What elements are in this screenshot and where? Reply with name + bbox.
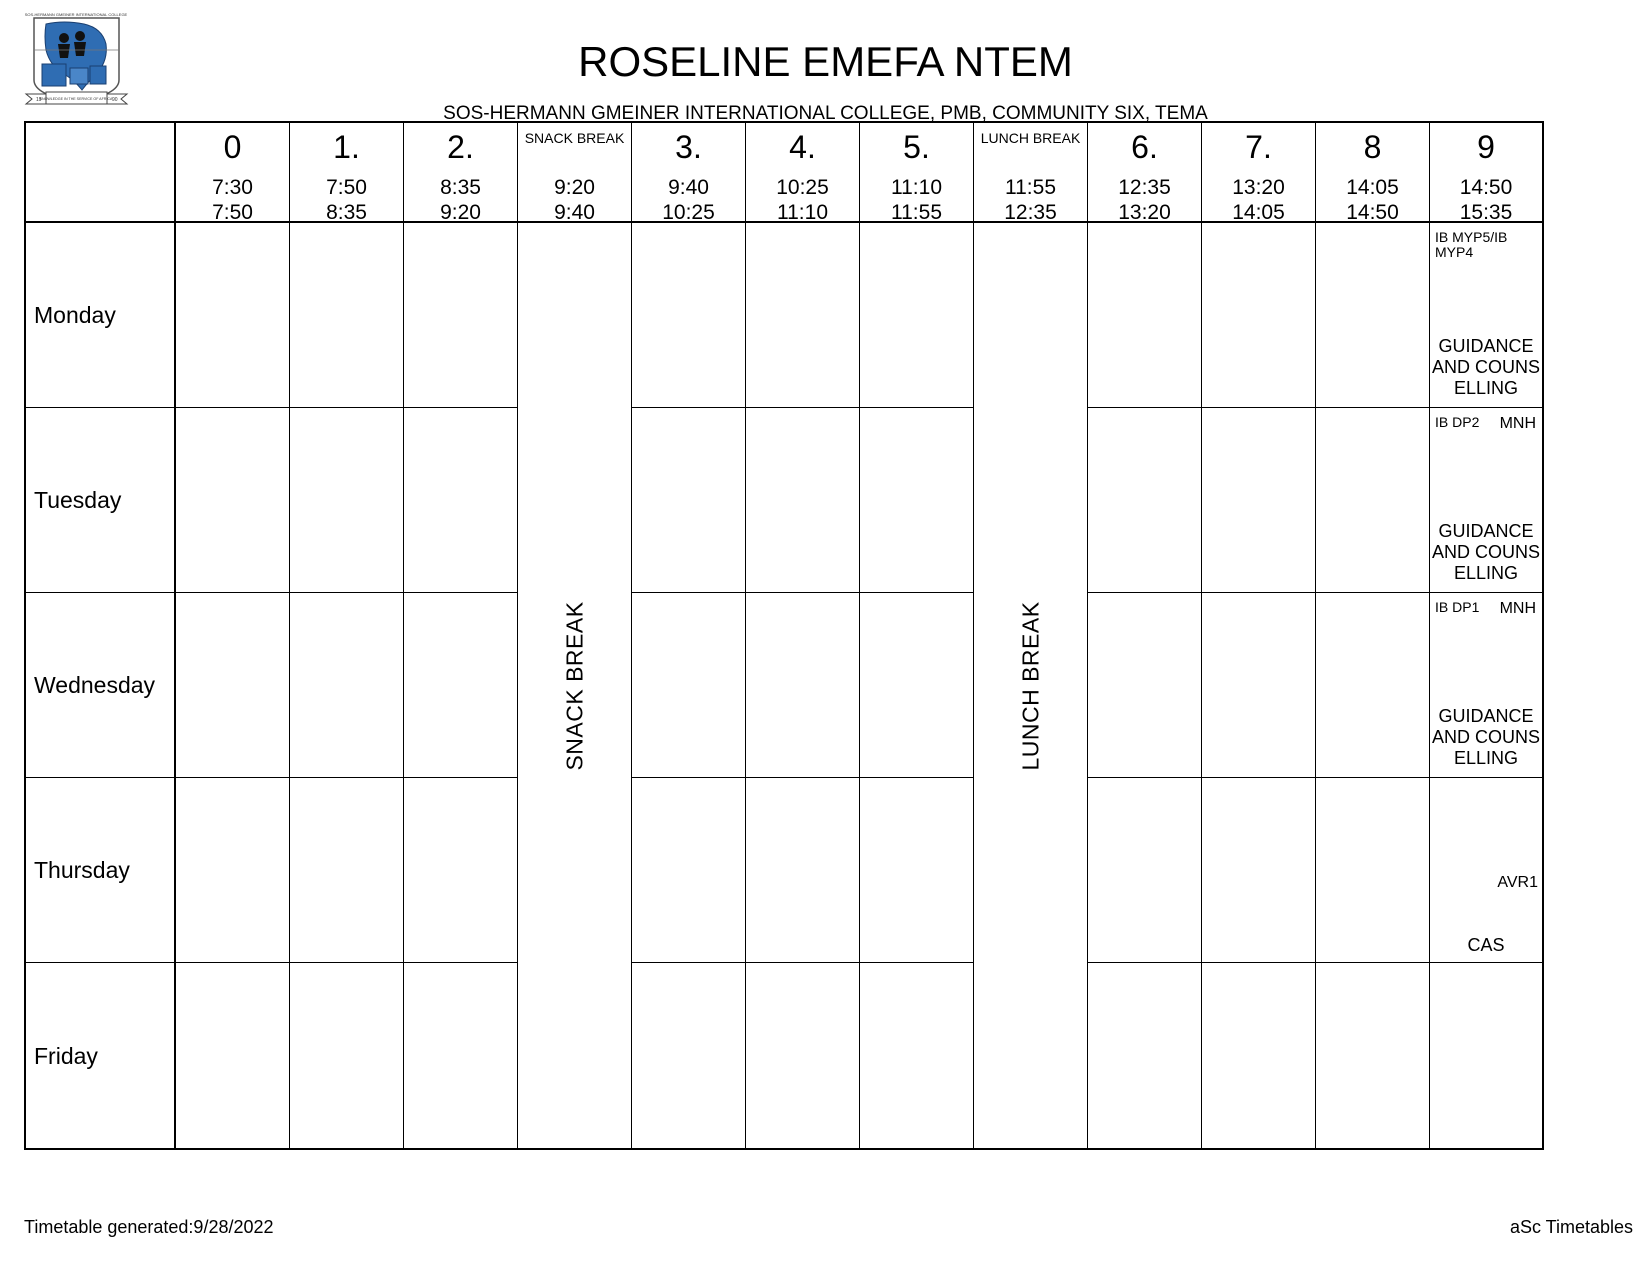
period-header xyxy=(746,121,860,223)
period-time: 10:25 11:10 xyxy=(776,176,829,224)
school-subtitle: SOS-HERMANN GMEINER INTERNATIONAL COLLEGE, PMB, COMMUNITY SIX, TEMA xyxy=(443,103,1208,124)
period-header xyxy=(1202,121,1316,223)
lesson-subject: GUIDANCE AND COUNS ELLING xyxy=(1431,521,1540,583)
timetable-cell xyxy=(176,963,290,1150)
timetable-cell xyxy=(632,408,746,593)
timetable-cell xyxy=(404,223,518,408)
lesson-class: IB MYP5/IB MYP4 xyxy=(1435,229,1508,260)
period-time: 14:50 15:35 xyxy=(1459,176,1513,224)
day-label: Thursday xyxy=(34,856,130,883)
timetable-cell xyxy=(404,593,518,778)
timetable-cell xyxy=(290,778,404,963)
logo-top-text: SOS-HERMANN GMEINER INTERNATIONAL COLLEGE xyxy=(24,12,128,17)
period-time: 14:05 14:50 xyxy=(1346,176,1399,224)
timetable-cell xyxy=(860,778,974,963)
lesson-class: IB DP1 xyxy=(1435,599,1480,615)
snack-break-label: SNACK BREAK xyxy=(561,600,587,771)
lunch-break-column xyxy=(974,223,1088,1150)
lesson-card xyxy=(1430,593,1544,778)
period-time: 11:10 11:55 xyxy=(891,176,942,224)
snack-break-column xyxy=(518,223,632,1150)
period-header xyxy=(860,121,974,223)
period-header xyxy=(290,121,404,223)
period-header xyxy=(1430,121,1544,223)
timetable-cell xyxy=(1088,963,1202,1150)
timetable-cell xyxy=(860,408,974,593)
timetable-cell xyxy=(404,778,518,963)
period-number: 3. xyxy=(675,129,702,165)
lesson-room: AVR1 xyxy=(1497,874,1538,891)
timetable-cell xyxy=(632,223,746,408)
logo-motto: KNOWLEDGE IN THE SERVICE OF AFRICA xyxy=(39,97,113,101)
timetable-cell xyxy=(290,223,404,408)
period-time: 13:20 14:05 xyxy=(1232,176,1285,224)
period-header xyxy=(974,121,1088,223)
period-number: 0 xyxy=(223,129,242,165)
lesson-subject: GUIDANCE AND COUNS ELLING xyxy=(1431,706,1540,768)
break-header-label: LUNCH BREAK xyxy=(980,130,1081,146)
timetable-cell xyxy=(860,593,974,778)
timetable-cell xyxy=(176,223,290,408)
lesson-subject: CAS xyxy=(1467,935,1505,955)
timetable-cell xyxy=(1088,778,1202,963)
break-header-label: SNACK BREAK xyxy=(524,130,625,146)
timetable-cell xyxy=(1316,593,1430,778)
period-time: 12:35 13:20 xyxy=(1118,176,1171,224)
period-time: 8:35 9:20 xyxy=(440,176,481,224)
timetable-cell xyxy=(1316,408,1430,593)
day-label-cell xyxy=(24,593,176,778)
lesson-card xyxy=(1430,408,1544,593)
period-header xyxy=(632,121,746,223)
period-header xyxy=(1088,121,1202,223)
period-number: 7. xyxy=(1245,129,1272,165)
period-time: 7:50 8:35 xyxy=(326,176,367,224)
lesson-card xyxy=(1430,223,1544,408)
timetable-cell xyxy=(290,408,404,593)
timetable-cell xyxy=(860,963,974,1150)
period-number: 8 xyxy=(1363,129,1382,165)
period-number: 4. xyxy=(789,129,816,165)
period-number: 1. xyxy=(333,129,360,165)
timetable-cell xyxy=(632,778,746,963)
day-label-cell xyxy=(24,778,176,963)
period-time: 7:30 7:50 xyxy=(212,176,253,224)
timetable-cell xyxy=(290,593,404,778)
lesson-room: MNH xyxy=(1499,415,1536,432)
timetable-cell xyxy=(1202,963,1316,1150)
timetable-cell xyxy=(632,963,746,1150)
day-label: Friday xyxy=(34,1042,98,1069)
timetable-cell xyxy=(632,593,746,778)
timetable-cell xyxy=(746,593,860,778)
period-time: 9:40 10:25 xyxy=(662,176,715,224)
day-label-cell xyxy=(24,408,176,593)
period-time: 9:20 9:40 xyxy=(554,176,595,224)
timetable-cell xyxy=(404,408,518,593)
period-number: 9 xyxy=(1477,129,1495,165)
timetable-cell xyxy=(1202,223,1316,408)
period-number: 5. xyxy=(903,129,930,165)
day-label-cell xyxy=(24,223,176,408)
timetable-cell xyxy=(1202,778,1316,963)
timetable-cell xyxy=(404,963,518,1150)
timetable-cell xyxy=(1202,593,1316,778)
period-number: 2. xyxy=(447,129,474,165)
period-time: 11:55 12:35 xyxy=(1004,176,1057,224)
lesson-card xyxy=(1430,778,1544,963)
timetable-cell xyxy=(176,593,290,778)
timetable-cell xyxy=(290,963,404,1150)
day-label-cell xyxy=(24,963,176,1150)
timetable-cell xyxy=(1316,963,1430,1150)
timetable-cell xyxy=(1088,408,1202,593)
timetable-cell xyxy=(746,223,860,408)
timetable-cell xyxy=(1088,593,1202,778)
generated-date: Timetable generated:9/28/2022 xyxy=(24,1217,274,1237)
timetable-cell xyxy=(176,778,290,963)
period-header xyxy=(176,121,290,223)
day-label: Wednesday xyxy=(34,671,156,698)
page-title: ROSELINE EMEFA NTEM xyxy=(578,38,1073,85)
period-header xyxy=(404,121,518,223)
lunch-break-label: LUNCH BREAK xyxy=(1017,600,1043,771)
timetable-cell xyxy=(1430,963,1544,1150)
corner-cell xyxy=(24,121,176,223)
timetable-cell xyxy=(860,223,974,408)
timetable-cell xyxy=(1316,223,1430,408)
period-number: 6. xyxy=(1131,129,1158,165)
lesson-subject: GUIDANCE AND COUNS ELLING xyxy=(1431,336,1540,398)
software-brand: aSc Timetables xyxy=(1509,1217,1633,1237)
timetable-cell xyxy=(746,408,860,593)
day-label: Monday xyxy=(34,301,116,328)
lesson-room: MNH xyxy=(1499,600,1536,617)
lesson-class: IB DP2 xyxy=(1435,414,1480,430)
timetable-cell xyxy=(1202,408,1316,593)
period-header xyxy=(518,121,632,223)
timetable-cell xyxy=(176,408,290,593)
timetable-cell xyxy=(1316,778,1430,963)
logo-year-right: 90 xyxy=(112,97,118,103)
day-label: Tuesday xyxy=(34,486,122,513)
logo-year-left: 19 xyxy=(36,97,42,103)
timetable-cell xyxy=(746,778,860,963)
timetable-cell xyxy=(1088,223,1202,408)
period-header xyxy=(1316,121,1430,223)
timetable-cell xyxy=(746,963,860,1150)
